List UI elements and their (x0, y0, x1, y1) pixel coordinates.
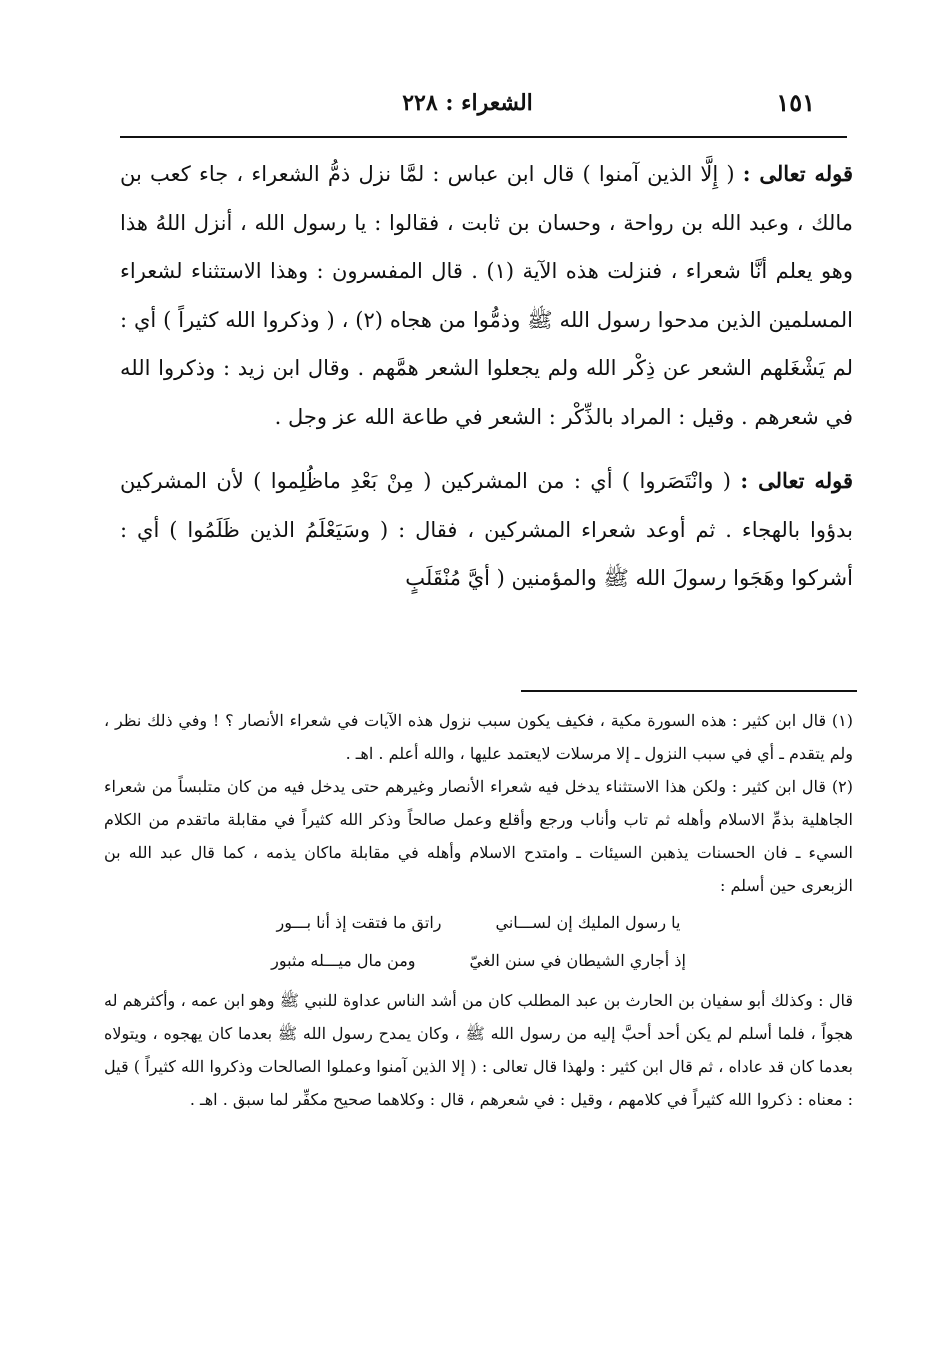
poem-hemistich: يا رسول المليك إن لســـاني (495, 913, 681, 932)
paragraph-text: ( إِلَّا الذين آمنوا ) قال ابن عباس : لمَّا نزل ذمُّ الشعراء ، جاء كعب بن مالك ، وعبد الله بن رواحة ، وحسان بن ثابت ، فقالوا : يا رسول الله ، أنزل اللهُ هذا وهو يعلم أنَّا شعراء ، فنزلت هذه الآية (١) . قال المفسرون : وهذا الاستثناء لشعراء المسلمين الذين مدحوا رسول الله ﷺ وذمُّوا من هجاه (٢) ، ( وذكروا الله كثيراً ) أي : لم يَشْغَلهم الشعر عن ذِكْر الله ولم يجعلوا الشعر همَّهم . وقال ابن زيد : وذكروا الله في شعرهم . وقيل : المراد بالذِّكْر : الشعر في طاعة الله عز وجل . (120, 162, 854, 429)
footnote-2-continued: قال : وكذلك أبو سفيان بن الحارث بن عبد المطلب كان من أشد الناس عداوة للنبي ﷺ وهو ابن عمه ، وأكثرهم له هجواً ، فلما أسلم لم يكن أحد أحبَّ إليه من رسول الله ﷺ ، وكان يمدح رسول الله ﷺ بعدما كان يهجوه ، ويتولاه بعدما كان قد عاداه ، ثم قال ابن كثير : ولهذا قال تعالى : ( إلا الذين آمنوا وعملوا الصالحات وذكروا الله كثيراً ) قيل : معناه : ذكروا الله كثيراً في كلامهم ، وقيل : في شعرهم ، قال : وكلاهما صحيح مكفِّر لما سبق . اهـ . (104, 991, 853, 1109)
poem-hemistich: إذ أجاري الشيطان في سنن الغيّ (469, 951, 686, 970)
paragraph-text: ( وانْتَصَروا ) أي : من المشركين ( مِنْ بَعْدِ ماظُلِموا ) لأن المشركين بدؤوا بالهجاء . ثم أوعد شعراء المشركين ، فقال : ( وسَيَعْلَمُ الذين ظَلَمُوا ) أي : أشركوا وهَجَوا رسولَ الله ﷺ والمؤمنين ( أيَّ مُنْقَلَبٍ (120, 469, 853, 590)
main-text (120, 150, 853, 603)
verse-label: قوله تعالى : (742, 161, 853, 186)
footnote-1: (١) قال ابن كثير : هذه السورة مكية ، فكيف يكون سبب نزول هذه الآيات في شعراء الأنصار ؟ ! وفي ذلك نظر ، ولم يتقدم ـ أي في سبب النزول ـ إلا مرسلات لايعتمد عليها ، والله أعلم . اهـ . (104, 711, 853, 763)
running-title: الشعراء : ٢٢٨ (402, 90, 533, 116)
page-number: ١٥١ (776, 88, 815, 117)
header-divider (120, 136, 847, 138)
footnote-divider (521, 690, 857, 692)
commentary-paragraph (120, 150, 853, 441)
poem-hemistich: ومن مال ميـــله مثبور (271, 951, 416, 970)
poem (104, 904, 853, 980)
poem-verse (277, 904, 681, 942)
page-header (120, 86, 815, 120)
commentary-paragraph (120, 457, 853, 603)
verse-label: قوله تعالى : (740, 468, 853, 493)
footnote-2: (٢) قال ابن كثير : ولكن هذا الاستثناء يدخل فيه شعراء الأنصار وغيرهم حتى يدخل فيه من كان متلبساً من شعراء الجاهلية بذمِّ الاسلام وأهله ثم تاب وأناب ورجع وأقلع وعمل صالحاً وذكر الله كثيراً في مقابلة ماتقدم من الكلام السيء ـ فان الحسنات يذهبن السيئات ـ وامتدح الاسلام وأهله في مقابلة ماكان يذمه ، كما قال عبد الله بن الزبعرى حين أسلم : (104, 777, 853, 895)
poem-hemistich: راتق ما فتقت إذ أنا بـــور (276, 913, 442, 932)
footnotes (104, 704, 853, 1116)
poem-verse (271, 942, 686, 980)
